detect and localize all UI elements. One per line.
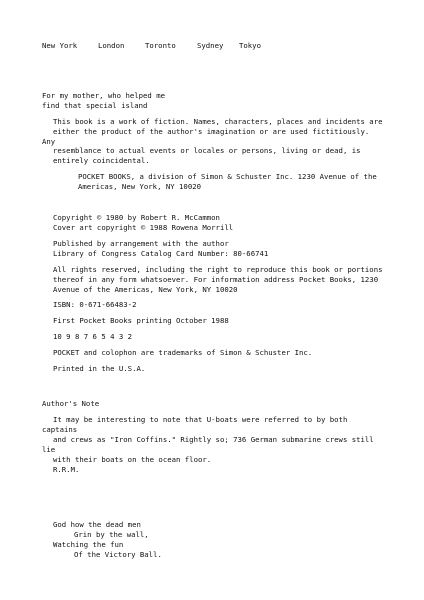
dedication-line-2: find that special island [42,101,148,110]
copyright-line-2: Cover art copyright © 1988 Rowena Morrill [53,223,234,232]
publisher-info-line-2: Americas, New York, NY 10020 [78,182,202,191]
authors-note-signature: R.R.M. [53,465,80,474]
authors-note-line-2: captains [42,425,78,434]
city-london: London [98,41,125,50]
arrangement-line-1: Published by arrangement with the author [53,239,229,248]
authors-note-line-5: with their boats on the ocean floor. [53,455,212,464]
city-new-york: New York [42,41,78,50]
dedication-line-1: For my mother, who helped me [42,91,166,100]
printed-in: Printed in the U.S.A. [53,364,146,373]
authors-note-line-1: It may be interesting to note that U-boats were referred to by both [53,415,348,424]
authors-note-heading: Author's Note [42,399,100,408]
isbn: ISBN: 0-671-66483-2 [53,300,137,309]
print-run: 10 9 8 7 6 5 4 3 2 [53,332,133,341]
disclaimer-line-1: This book is a work of fiction. Names, characters, places and incidents are [53,117,383,126]
disclaimer-line-5: entirely coincidental. [53,156,150,165]
city-tokyo: Tokyo [239,41,261,50]
city-toronto: Toronto [145,41,176,50]
copyright-line-1: Copyright © 1980 by Robert R. McCammon [53,213,220,222]
rights-line-3: Avenue of the Americas, New York, NY 10020 [53,285,238,294]
authors-note-line-4: lie [42,445,56,454]
arrangement-line-2: Library of Congress Catalog Card Number: 80-66741 [53,249,269,258]
authors-note-line-3: and crews as "Iron Coffins." Rightly so; 736 German submarine crews still [53,435,374,444]
epigraph-line-3: Watching the fun [53,540,124,549]
epigraph-line-1: God how the dead men [53,520,141,529]
rights-line-1: All rights reserved, including the right to reproduce this book or portions [53,265,383,274]
epigraph-line-4: Of the Victory Ball. [74,550,162,559]
epigraph-line-2: Grin by the wall, [74,530,149,539]
disclaimer-line-2: either the product of the author's imagination or are used fictitiously. [53,127,370,136]
trademark-note: POCKET and colophon are trademarks of Simon & Schuster Inc. [53,348,313,357]
rights-line-2: thereof in any form whatsoever. For information address Pocket Books, 1230 [53,275,379,284]
disclaimer-line-3: Any [42,137,56,146]
publisher-info-line-1: POCKET BOOKS, a division of Simon & Schuster Inc. 1230 Avenue of the [78,172,377,181]
city-sydney: Sydney [197,41,224,50]
printing-note: First Pocket Books printing October 1988 [53,316,229,325]
disclaimer-line-4: resemblance to actual events or locales or persons, living or dead, is [53,146,361,155]
